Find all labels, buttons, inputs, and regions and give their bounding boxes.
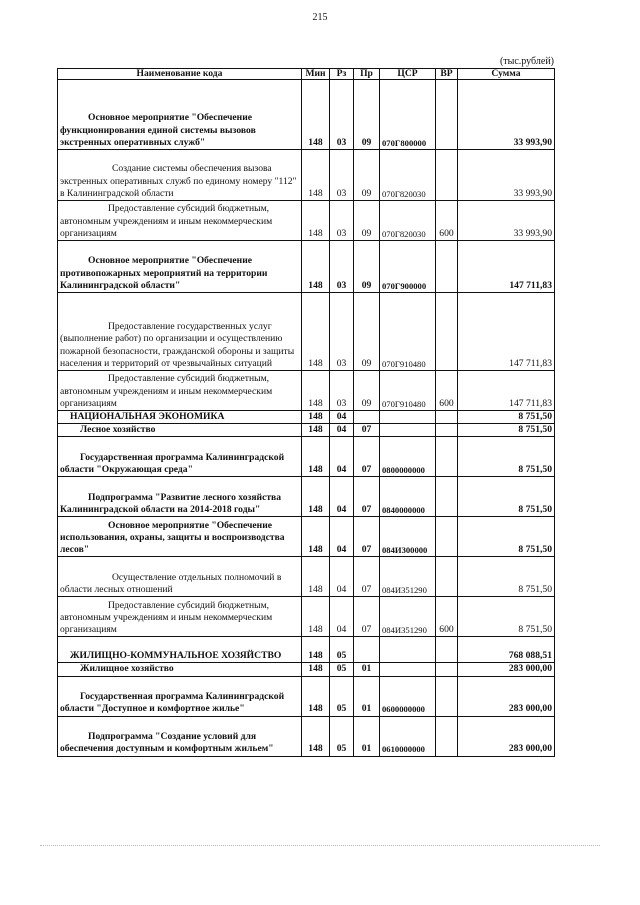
row-name: Подпрограмма "Развитие лесного хозяйства Калининградской области на 2014-2018 годы": [58, 477, 302, 517]
row-min: 148: [302, 80, 330, 150]
row-vr: [436, 477, 458, 517]
row-csr: 070Г900000: [380, 241, 436, 293]
row-pr: 09: [354, 241, 380, 293]
row-pr: [354, 637, 380, 663]
row-name: Создание системы обеспечения вызова экстренных оперативных служб по единому номеру "112" в Калининградской области: [58, 150, 302, 201]
row-rz: 04: [330, 517, 354, 557]
row-min: 148: [302, 597, 330, 637]
row-min: 148: [302, 477, 330, 517]
row-name: Государственная программа Калининградской области "Доступное и комфортное жилье": [58, 676, 302, 716]
units-label: (тыс.рублей): [499, 56, 554, 67]
row-rz: 04: [330, 597, 354, 637]
row-csr: 070Г820030: [380, 201, 436, 241]
row-pr: [354, 411, 380, 424]
table-row: [58, 201, 555, 241]
row-min: 148: [302, 411, 330, 424]
row-pr: 07: [354, 557, 380, 597]
row-name: Государственная программа Калининградской области "Окружающая среда": [58, 437, 302, 477]
row-vr: [436, 716, 458, 756]
row-name: Предоставление субсидий бюджетным, автономным учреждениям и иным некоммерческим организациям: [58, 597, 302, 637]
row-min: 148: [302, 201, 330, 241]
row-pr: 09: [354, 371, 380, 411]
header-pr: Пр: [354, 69, 380, 80]
row-vr: [436, 517, 458, 557]
row-min: 148: [302, 437, 330, 477]
table-row: [58, 557, 555, 597]
row-pr: 07: [354, 437, 380, 477]
table-row: [58, 411, 555, 424]
row-csr: 070Г910480: [380, 371, 436, 411]
row-rz: 05: [330, 637, 354, 663]
header-sum: Сумма: [458, 69, 555, 80]
row-sum: 8 751,50: [458, 597, 555, 637]
row-rz: 03: [330, 201, 354, 241]
row-vr: [436, 241, 458, 293]
table-row: [58, 371, 555, 411]
row-csr: 084И300000: [380, 517, 436, 557]
row-csr: 0610000000: [380, 716, 436, 756]
row-name: Предоставление субсидий бюджетным, автономным учреждениям и иным некоммерческим организациям: [58, 371, 302, 411]
row-name: Основное мероприятие "Обеспечение функционирования единой системы вызовов экстренных оперативных служб": [58, 80, 302, 150]
row-vr: 600: [436, 371, 458, 411]
row-sum: 147 711,83: [458, 293, 555, 371]
scan-artifact-dotted-line: [40, 845, 600, 846]
row-min: 148: [302, 716, 330, 756]
table-row: [58, 293, 555, 371]
row-pr: 07: [354, 597, 380, 637]
row-csr: 0600000000: [380, 676, 436, 716]
row-min: 148: [302, 517, 330, 557]
row-pr: 07: [354, 477, 380, 517]
row-sum: 147 711,83: [458, 241, 555, 293]
row-min: 148: [302, 293, 330, 371]
row-name: Осуществление отдельных полномочий в области лесных отношений: [58, 557, 302, 597]
row-sum: 283 000,00: [458, 663, 555, 676]
row-csr: 084И351290: [380, 557, 436, 597]
row-min: 148: [302, 557, 330, 597]
row-vr: [436, 150, 458, 201]
row-pr: 09: [354, 80, 380, 150]
row-min: 148: [302, 676, 330, 716]
row-sum: 8 751,50: [458, 557, 555, 597]
table-row: [58, 637, 555, 663]
table-row: [58, 241, 555, 293]
row-name: НАЦИОНАЛЬНАЯ ЭКОНОМИКА: [58, 411, 302, 424]
row-name: Лесное хозяйство: [58, 424, 302, 437]
row-csr: 0800000000: [380, 437, 436, 477]
row-pr: 01: [354, 676, 380, 716]
row-csr: 070Г820030: [380, 150, 436, 201]
row-sum: 147 711,83: [458, 371, 555, 411]
table-row: [58, 597, 555, 637]
row-csr: 0840000000: [380, 477, 436, 517]
row-rz: 04: [330, 557, 354, 597]
row-sum: 33 993,90: [458, 150, 555, 201]
row-csr: 070Г800000: [380, 80, 436, 150]
row-vr: [436, 424, 458, 437]
row-sum: 8 751,50: [458, 424, 555, 437]
row-min: 148: [302, 663, 330, 676]
header-vr: ВР: [436, 69, 458, 80]
row-min: 148: [302, 150, 330, 201]
row-rz: 04: [330, 411, 354, 424]
row-rz: 05: [330, 663, 354, 676]
row-sum: 8 751,50: [458, 517, 555, 557]
table-row: [58, 424, 555, 437]
row-sum: 283 000,00: [458, 676, 555, 716]
row-vr: [436, 293, 458, 371]
row-sum: 768 088,51: [458, 637, 555, 663]
row-rz: 04: [330, 424, 354, 437]
row-name: Предоставление субсидий бюджетным, автономным учреждениям и иным некоммерческим организациям: [58, 201, 302, 241]
row-min: 148: [302, 241, 330, 293]
row-csr: [380, 411, 436, 424]
table-row: [58, 517, 555, 557]
row-name: ЖИЛИЩНО-КОММУНАЛЬНОЕ ХОЗЯЙСТВО: [58, 637, 302, 663]
header-name: Наименование кода: [58, 69, 302, 80]
table-row: [58, 663, 555, 676]
row-pr: 01: [354, 716, 380, 756]
table-header-row: [58, 69, 555, 80]
table-row: [58, 477, 555, 517]
row-sum: 283 000,00: [458, 716, 555, 756]
header-rz: Рз: [330, 69, 354, 80]
row-sum: 8 751,50: [458, 411, 555, 424]
page-number: 215: [312, 12, 328, 23]
table-row: [58, 676, 555, 716]
row-csr: [380, 637, 436, 663]
row-vr: 600: [436, 201, 458, 241]
row-vr: 600: [436, 597, 458, 637]
header-min: Мин: [302, 69, 330, 80]
table-row: [58, 437, 555, 477]
row-pr: 09: [354, 150, 380, 201]
row-vr: [436, 411, 458, 424]
row-csr: 070Г910480: [380, 293, 436, 371]
row-pr: 07: [354, 424, 380, 437]
row-rz: 03: [330, 241, 354, 293]
row-rz: 04: [330, 477, 354, 517]
row-csr: [380, 663, 436, 676]
table-row: [58, 80, 555, 150]
row-pr: 01: [354, 663, 380, 676]
row-vr: [436, 637, 458, 663]
row-rz: 03: [330, 80, 354, 150]
row-csr: [380, 424, 436, 437]
row-sum: 8 751,50: [458, 437, 555, 477]
row-min: 148: [302, 371, 330, 411]
row-sum: 8 751,50: [458, 477, 555, 517]
row-name: Подпрограмма "Создание условий для обеспечения доступным и комфортным жильем": [58, 716, 302, 756]
row-rz: 05: [330, 676, 354, 716]
row-name: Основное мероприятие "Обеспечение использования, охраны, защиты и воспроизводства лесов": [58, 517, 302, 557]
row-vr: [436, 676, 458, 716]
row-vr: [436, 80, 458, 150]
row-min: 148: [302, 424, 330, 437]
row-rz: 03: [330, 150, 354, 201]
row-pr: 09: [354, 201, 380, 241]
row-rz: 03: [330, 293, 354, 371]
row-vr: [436, 557, 458, 597]
row-rz: 03: [330, 371, 354, 411]
row-vr: [436, 663, 458, 676]
row-min: 148: [302, 637, 330, 663]
row-sum: 33 993,90: [458, 201, 555, 241]
row-sum: 33 993,90: [458, 80, 555, 150]
row-name: Жилищное хозяйство: [58, 663, 302, 676]
header-csr: ЦСР: [380, 69, 436, 80]
row-pr: 09: [354, 293, 380, 371]
row-name: Основное мероприятие "Обеспечение противопожарных мероприятий на территории Калининградской области": [58, 241, 302, 293]
row-csr: 084И351290: [380, 597, 436, 637]
row-name: Предоставление государственных услуг (выполнение работ) по организации и осуществлению пожарной безопасности, гражданской обороны и защиты населения и территорий от чрезвычайных ситуаций: [58, 293, 302, 371]
row-rz: 05: [330, 716, 354, 756]
row-pr: 07: [354, 517, 380, 557]
budget-table: [57, 68, 555, 757]
row-rz: 04: [330, 437, 354, 477]
row-vr: [436, 437, 458, 477]
table-row: [58, 150, 555, 201]
table-row: [58, 716, 555, 756]
